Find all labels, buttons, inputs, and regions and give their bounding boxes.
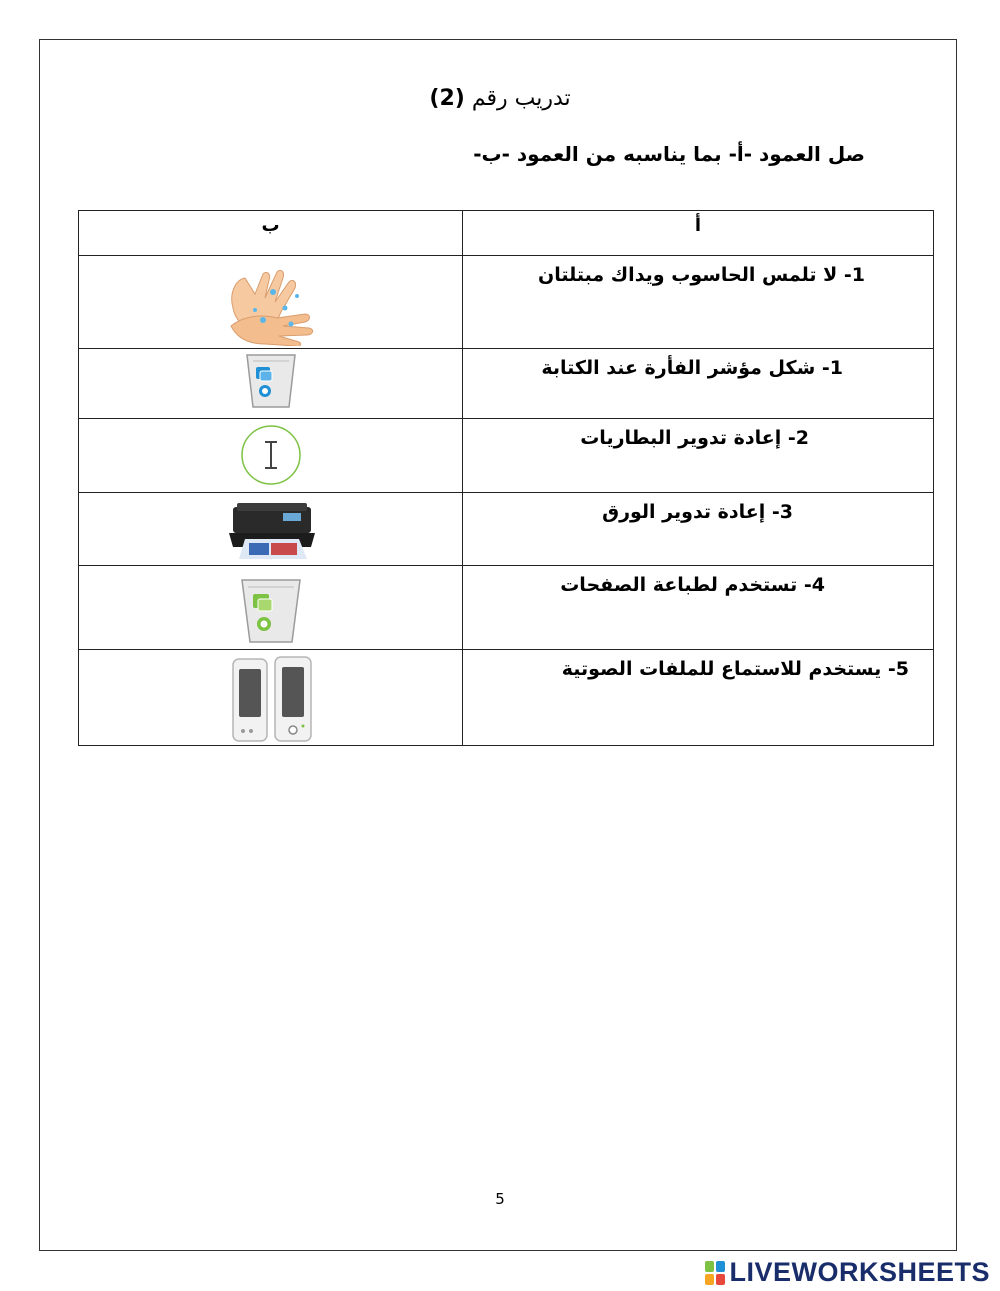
table-header-row	[79, 211, 934, 256]
instruction-text: صل العمود -أ- بما يناسبه من العمود -ب-	[473, 142, 865, 166]
brand-mark-icon	[705, 1261, 725, 1285]
picture-cell[interactable]	[79, 419, 463, 493]
page-title	[0, 86, 1000, 111]
statement-cell	[463, 493, 934, 566]
title-text: تدريب رقم	[471, 86, 571, 111]
wet-hands-icon	[79, 256, 462, 346]
recycle-bin-green-icon	[79, 566, 462, 644]
table-row	[79, 650, 934, 746]
header-a: أ	[463, 211, 934, 256]
speakers-icon	[79, 650, 462, 743]
brand-name: LIVEWORKSHEETS	[729, 1257, 990, 1287]
picture-cell[interactable]	[79, 493, 463, 566]
printer-icon	[79, 493, 462, 561]
page-number: 5	[495, 1190, 505, 1208]
statement-cell	[463, 349, 934, 419]
statement-cell	[463, 256, 934, 349]
table-row	[79, 566, 934, 650]
statement-text: 2- إعادة تدوير البطاريات	[580, 427, 809, 449]
recycle-bin-blue-icon	[79, 349, 462, 409]
header-b: ب	[79, 211, 463, 256]
table-row	[79, 349, 934, 419]
table-row	[79, 493, 934, 566]
statement-text: 4- تستخدم لطباعة الصفحات	[560, 574, 825, 596]
matching-table	[78, 210, 934, 746]
statement-text: 3- إعادة تدوير الورق	[602, 501, 793, 523]
table-row	[79, 419, 934, 493]
picture-cell[interactable]	[79, 349, 463, 419]
statement-cell	[463, 650, 934, 746]
title-number: (2)	[429, 86, 465, 111]
statement-cell	[463, 566, 934, 650]
brand-logo	[705, 1257, 990, 1288]
picture-cell[interactable]	[79, 566, 463, 650]
table-row	[79, 256, 934, 349]
picture-cell[interactable]	[79, 256, 463, 349]
statement-cell	[463, 419, 934, 493]
picture-cell[interactable]	[79, 650, 463, 746]
statement-text: 1- شكل مؤشر الفأرة عند الكتابة	[541, 357, 843, 379]
statement-text: 1- لا تلمس الحاسوب ويداك مبتلتان	[538, 264, 865, 286]
text-cursor-icon	[79, 419, 462, 486]
statement-text: 5- يستخدم للاستماع للملفات الصوتية	[561, 658, 909, 680]
